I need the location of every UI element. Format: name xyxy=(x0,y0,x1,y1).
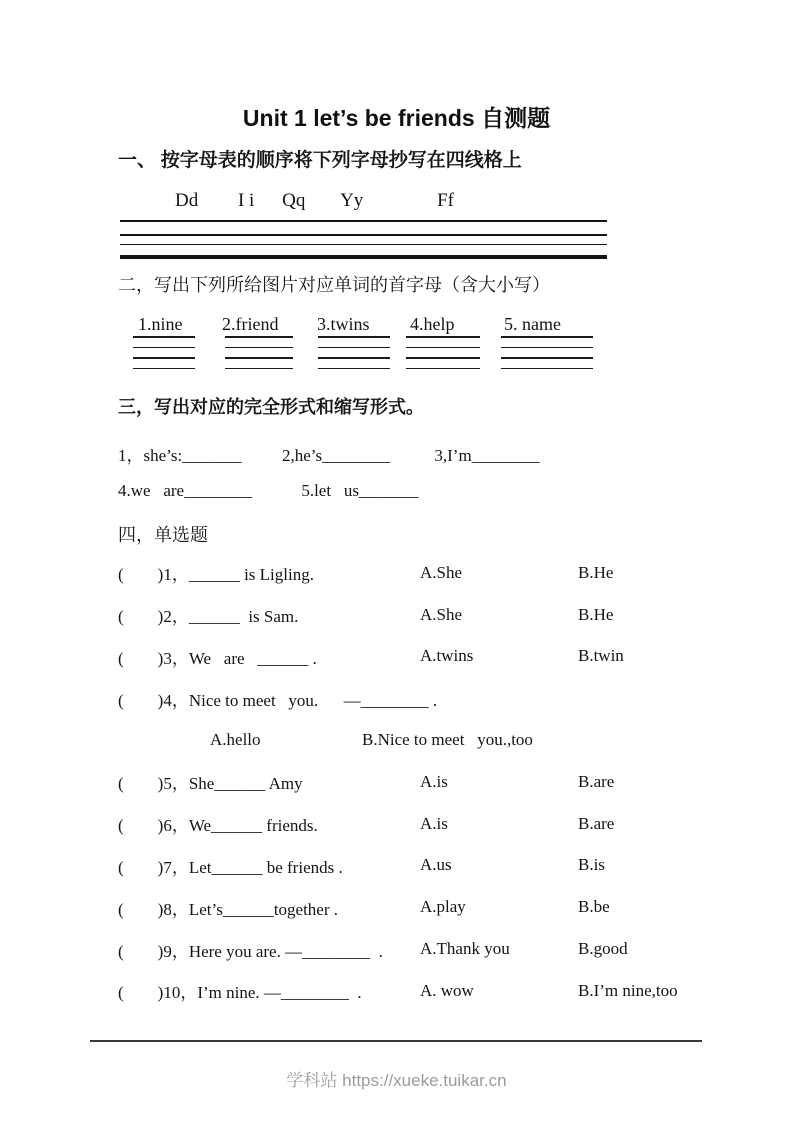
question-stem: ( )6，We______ friends. xyxy=(118,816,318,836)
option-b: B.Nice to meet you.,too xyxy=(362,730,533,750)
grid-line xyxy=(120,244,607,246)
section4-heading: 四，单选题 xyxy=(118,525,208,545)
grid-line xyxy=(225,336,293,338)
picture-words-row xyxy=(118,314,678,378)
grid-line xyxy=(318,347,390,349)
mini-writing-grid xyxy=(225,336,293,369)
grid-line xyxy=(225,368,293,370)
grid-line xyxy=(120,255,607,259)
footer-site-credit: 学科站 https://xueke.tuikar.cn xyxy=(286,1071,507,1090)
grid-line xyxy=(225,357,293,359)
grid-line xyxy=(133,347,195,349)
grid-line xyxy=(406,347,480,349)
option-b: B.are xyxy=(578,813,615,833)
letter-pair: Qq xyxy=(282,190,306,211)
letter-pair: Ff xyxy=(437,190,454,211)
option-b: B.twin xyxy=(578,646,624,666)
question-stem: ( )2，______ is Sam. xyxy=(118,607,299,627)
grid-line xyxy=(120,234,607,236)
question-stem: ( )9，Here you are. —________ . xyxy=(118,941,383,961)
grid-line xyxy=(406,368,480,370)
letters-row xyxy=(118,190,454,212)
question-stem: ( )7，Let______ be friends . xyxy=(118,857,343,877)
grid-line xyxy=(225,347,293,349)
option-a: A. wow xyxy=(420,980,474,1000)
option-b: B.are xyxy=(578,771,615,791)
fill-item: 3,I’m________ xyxy=(434,446,540,465)
grid-line xyxy=(318,357,390,359)
mc-question-row xyxy=(118,845,678,887)
mc-question-row xyxy=(118,761,678,803)
mini-writing-grid xyxy=(406,336,480,369)
option-b: B.I’m nine,too xyxy=(578,980,678,1000)
option-a: A.Thank you xyxy=(420,939,510,959)
question-stem: ( )10，I’m nine. —________ . xyxy=(118,983,362,1003)
word-label: 1.nine xyxy=(138,314,183,334)
mc-question-row xyxy=(118,594,678,636)
option-a: A.us xyxy=(420,855,452,875)
letter-pair: I i xyxy=(237,190,255,211)
grid-line xyxy=(133,357,195,359)
word-label: 3.twins xyxy=(317,314,370,334)
option-a: A.She xyxy=(420,562,463,582)
option-a: A.She xyxy=(420,604,463,624)
mc-question-row xyxy=(118,886,678,928)
grid-line xyxy=(318,368,390,370)
mc-question-row xyxy=(118,636,678,678)
grid-line xyxy=(406,336,480,338)
contraction-items-row2 xyxy=(118,481,418,501)
option-b: B.He xyxy=(578,562,614,582)
mini-writing-grid xyxy=(318,336,390,369)
mc-question-row xyxy=(118,803,678,845)
option-a: A.hello xyxy=(210,730,261,750)
page-title: Unit 1 let’s be friends 自测题 xyxy=(242,105,551,131)
question-stem: ( )8，Let’s______together . xyxy=(118,899,339,919)
contraction-items-row1 xyxy=(118,441,540,466)
option-a: A.is xyxy=(420,813,448,833)
question-stem: ( )4，Nice to meet you. —________ . xyxy=(118,690,438,710)
option-a: A.twins xyxy=(420,646,474,666)
grid-line xyxy=(318,336,390,338)
question-stem: ( )3，We are ______ . xyxy=(118,648,317,668)
letter-pair: Yy xyxy=(340,190,364,211)
fill-item: 5.let us_______ xyxy=(301,481,419,500)
option-b: B.is xyxy=(578,855,605,875)
mini-writing-grid xyxy=(501,336,593,369)
mc-question-row xyxy=(118,928,678,970)
section2-heading: 二，写出下列所给图片对应单词的首字母（含大小写） xyxy=(118,275,550,295)
word-label: 4.help xyxy=(410,314,455,334)
grid-line xyxy=(501,336,593,338)
grid-line xyxy=(133,368,195,370)
option-a: A.play xyxy=(420,897,466,917)
option-b: B.He xyxy=(578,604,614,624)
grid-line xyxy=(501,357,593,359)
grid-line xyxy=(406,357,480,359)
mc-question-row xyxy=(118,970,678,1012)
grid-line xyxy=(120,220,607,222)
grid-line xyxy=(501,368,593,370)
section1-heading: 一、 按字母表的顺序将下列字母抄写在四线格上 xyxy=(118,150,522,171)
question-stem: ( )1，______ is Ligling. xyxy=(118,565,314,585)
option-b: B.good xyxy=(578,939,628,959)
mc-question4-options-row xyxy=(118,719,678,761)
fill-item: 4.we are________ xyxy=(118,481,253,500)
fill-item: 2,he’s________ xyxy=(281,446,391,465)
mc-question-row xyxy=(118,552,678,594)
multiple-choice-list xyxy=(118,552,678,1012)
section3-heading: 三，写出对应的完全形式和缩写形式。 xyxy=(118,397,424,417)
question-stem: ( )5，She______ Amy xyxy=(118,774,303,794)
word-label: 2.friend xyxy=(222,314,279,334)
grid-line xyxy=(133,336,195,338)
word-label: 5. name xyxy=(504,314,561,334)
footer-divider xyxy=(90,1040,702,1042)
option-b: B.be xyxy=(578,897,610,917)
four-line-writing-grid xyxy=(120,220,607,259)
letter-pair: Dd xyxy=(175,190,199,211)
grid-line xyxy=(501,347,593,349)
mc-question-row xyxy=(118,677,678,719)
option-a: A.is xyxy=(420,771,448,791)
fill-item: 1，she’s:_______ xyxy=(118,446,242,465)
mini-writing-grid xyxy=(133,336,195,369)
